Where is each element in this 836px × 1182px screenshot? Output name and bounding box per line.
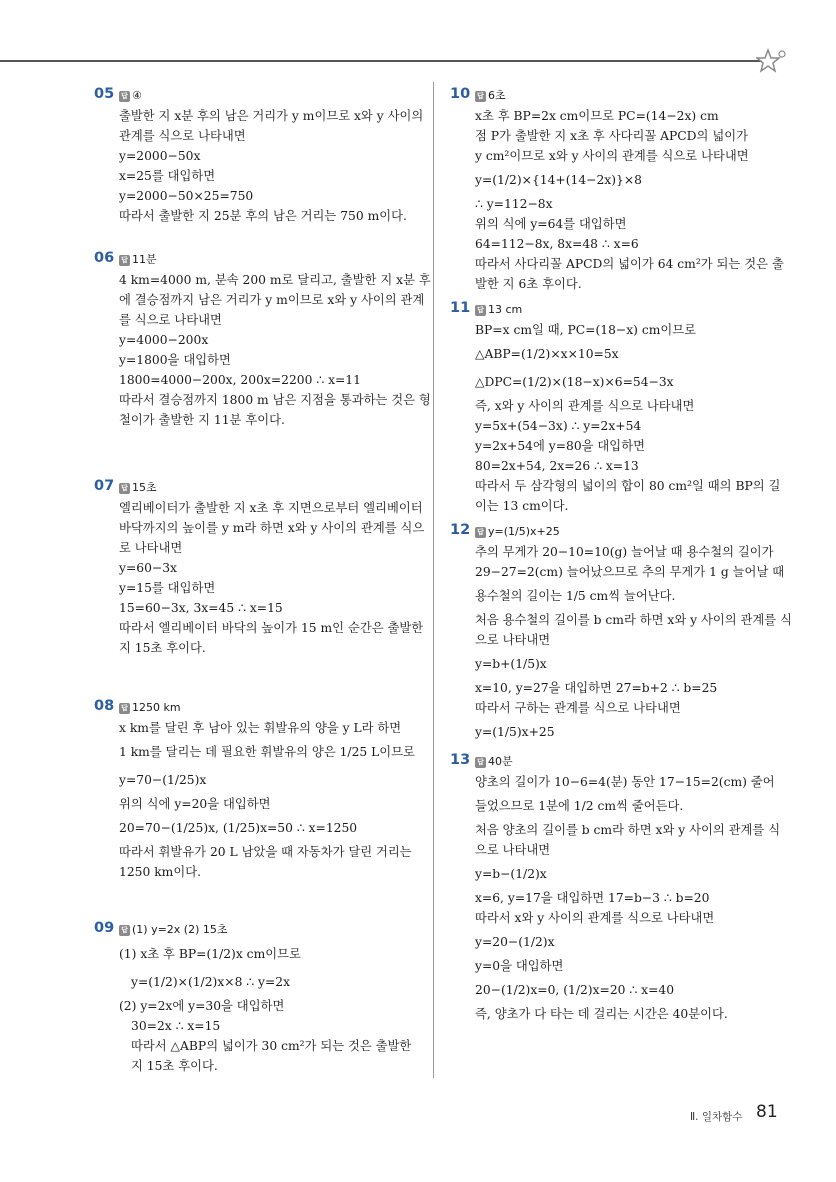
solution-line: y=b−(1/2)x <box>475 867 547 881</box>
page-number: 81 <box>756 1102 778 1122</box>
solution-line: 80=2x+54, 2x=26 ∴ x=13 <box>475 459 639 473</box>
solution-line: 지 15초 후이다. <box>119 641 206 655</box>
solution-line: x=6, y=17을 대입하면 17=b−3 ∴ b=20 <box>475 891 710 905</box>
solution-line: y cm²이므로 x와 y 사이의 관계를 식으로 나타내면 <box>475 149 749 163</box>
answer-badge: 답 <box>119 255 130 266</box>
solution <box>94 498 425 658</box>
answer-line <box>94 920 418 940</box>
answer-line <box>94 250 418 270</box>
problem-number: 06 <box>94 250 115 266</box>
solution-line: BP=x cm일 때, PC=(18−x) cm이므로 <box>475 323 697 337</box>
solution-line: y=0을 대입하면 <box>475 959 564 973</box>
top-rule <box>0 60 770 62</box>
answer-badge: 답 <box>475 757 486 768</box>
solution-line: 따라서 결승점까지 1800 m 남은 지점을 통과하는 것은 형 <box>119 393 431 407</box>
solution-line: 따라서 출발한 지 25분 후의 남은 거리는 750 m이다. <box>119 209 407 223</box>
answer-badge: 답 <box>475 305 486 316</box>
solution-line: 처음 용수철의 길이를 b cm라 하면 x와 y 사이의 관계를 식 <box>475 613 792 627</box>
solution-line: 처음 양초의 길이를 b cm라 하면 x와 y 사이의 관계를 식 <box>475 823 781 837</box>
solution-line: 들었으므로 1분에 1/2 cm씩 줄어든다. <box>475 799 684 813</box>
solution-line: 에 결승점까지 남은 거리가 y m이므로 x와 y 사이의 관계 <box>119 293 425 307</box>
solution <box>94 940 418 1076</box>
solution <box>450 772 781 1024</box>
solution-line: 를 식으로 나타내면 <box>119 313 222 327</box>
solution-line: y=2x+54에 y=80을 대입하면 <box>475 439 645 453</box>
solution-line: x=10, y=27을 대입하면 27=b+2 ∴ b=25 <box>475 681 718 695</box>
solution-line: 바닥까지의 높이를 y m라 하면 x와 y 사이의 관계를 식으 <box>119 521 425 535</box>
problem-number: 13 <box>450 752 471 768</box>
solution-line: 발한 지 6초 후이다. <box>475 277 582 291</box>
solution-line: y=(1/5)x+25 <box>475 725 555 739</box>
answer: 6초 <box>488 89 506 102</box>
problem-number: 08 <box>94 698 115 714</box>
solution-line: 15=60−3x, 3x=45 ∴ x=15 <box>119 601 283 615</box>
answer-line <box>94 86 418 106</box>
solution-line: (1) x초 후 BP=(1/2)x cm이므로 <box>119 947 301 961</box>
solution-line: y=5x+(54−3x) ∴ y=2x+54 <box>475 419 642 433</box>
solution-line: y=60−3x <box>119 561 177 575</box>
solution-line: 로 나타내면 <box>119 541 183 555</box>
solution-line: 따라서 두 삼각형의 넓이의 합이 80 cm²일 때의 BP의 길 <box>475 479 781 493</box>
solution-line: 지 15초 후이다. <box>131 1059 218 1073</box>
solution <box>94 106 424 226</box>
problem-number: 05 <box>94 86 115 102</box>
answer-line <box>450 522 778 542</box>
answer-badge: 답 <box>475 527 486 538</box>
solution-line: 따라서 x와 y 사이의 관계를 식으로 나타내면 <box>475 911 715 925</box>
solution-line: △DPC=(1/2)×(18−x)×6=54−3x <box>475 375 674 389</box>
answer: 11분 <box>132 253 157 266</box>
solution-line: 양초의 길이가 10−6=4(분) 동안 17−15=2(cm) 줄어 <box>475 775 775 789</box>
answer: y=(1/5)x+25 <box>488 525 560 538</box>
answer: ④ <box>132 89 142 102</box>
solution-line: 64=112−8x, 8x=48 ∴ x=6 <box>475 237 639 251</box>
solution-line: 관계를 식으로 나타내면 <box>119 129 246 143</box>
chapter-label: Ⅱ. 일차함수 <box>690 1111 743 1123</box>
left-column <box>94 86 431 1076</box>
solution-line: 추의 무게가 20−10=10(g) 늘어날 때 용수철의 길이가 <box>475 545 774 559</box>
solution-line: y=2000−50x <box>119 149 201 163</box>
solution-line: 으로 나타내면 <box>475 633 551 647</box>
solution-line: x=25를 대입하면 <box>119 169 216 183</box>
problem-09 <box>94 920 418 1076</box>
answer-line <box>94 478 418 498</box>
problem-11 <box>450 300 781 516</box>
solution <box>450 320 781 516</box>
answer-badge: 답 <box>475 91 486 102</box>
answer-badge: 답 <box>119 703 130 714</box>
solution-line: 1800=4000−200x, 200x=2200 ∴ x=11 <box>119 373 361 387</box>
solution-line: 29−27=2(cm) 늘어났으므로 추의 무게가 1 g 늘어날 때 <box>475 565 785 579</box>
problem-05 <box>94 86 424 226</box>
answer-badge: 답 <box>119 483 130 494</box>
solution-line: y=(1/2)×(1/2)x×8 ∴ y=2x <box>131 975 291 989</box>
solution-line: 따라서 구하는 관계를 식으로 나타내면 <box>475 701 681 715</box>
solution-line: 위의 식에 y=20을 대입하면 <box>119 797 271 811</box>
solution-line: y=4000−200x <box>119 333 209 347</box>
solution-line: y=70−(1/25)x <box>119 773 207 787</box>
problem-number: 07 <box>94 478 115 494</box>
solution-line: 1250 km이다. <box>119 865 201 879</box>
solution <box>94 270 431 430</box>
solution-line: y=b+(1/5)x <box>475 657 547 671</box>
answer: 40분 <box>488 755 513 768</box>
answer: 15초 <box>132 481 157 494</box>
solution-line: y=(1/2)×{14+(14−2x)}×8 <box>475 173 642 187</box>
solution-line: 출발한 지 x분 후의 남은 거리가 y m이므로 x와 y 사이의 <box>119 109 424 123</box>
column-divider <box>433 82 434 1078</box>
problem-number: 12 <box>450 522 471 538</box>
problem-number: 09 <box>94 920 115 936</box>
solution-line: ∴ y=112−8x <box>475 197 553 211</box>
problem-08 <box>94 698 418 882</box>
solution-line: x초 후 BP=2x cm이므로 PC=(14−2x) cm <box>475 109 719 123</box>
answer-badge: 답 <box>119 91 130 102</box>
problem-number: 10 <box>450 86 471 102</box>
solution-line: x km를 달린 후 남아 있는 휘발유의 양을 y L라 하면 <box>119 721 402 735</box>
solution-line: 이는 13 cm이다. <box>475 499 569 513</box>
solution-line: 즉, 양초가 다 타는 데 걸리는 시간은 40분이다. <box>475 1007 728 1021</box>
solution-line: y=20−(1/2)x <box>475 935 555 949</box>
solution-line: 엘리베이터가 출발한 지 x초 후 지면으로부터 엘리베이터 <box>119 501 423 515</box>
answer-line <box>94 698 418 718</box>
solution <box>94 718 418 882</box>
answer: 13 cm <box>488 303 523 316</box>
solution-line: 30=2x ∴ x=15 <box>131 1019 221 1033</box>
problem-13 <box>450 752 781 1024</box>
solution-line: 철이가 출발한 지 11분 후이다. <box>119 413 285 427</box>
answer-line <box>450 752 778 772</box>
solution-line: 따라서 △ABP의 넓이가 30 cm²가 되는 것은 출발한 <box>131 1039 412 1053</box>
answer: (1) y=2x (2) 15초 <box>132 923 228 936</box>
solution-line: 따라서 사다리꼴 APCD의 넓이가 64 cm²가 되는 것은 출 <box>475 257 784 271</box>
solution-line: y=2000−50×25=750 <box>119 189 254 203</box>
solution-line: 20−(1/2)x=0, (1/2)x=20 ∴ x=40 <box>475 983 675 997</box>
solution-line: 위의 식에 y=64를 대입하면 <box>475 217 627 231</box>
solution-line: 점 P가 출발한 지 x초 후 사다리꼴 APCD의 넓이가 <box>475 129 748 143</box>
star-icon <box>756 46 788 78</box>
solution-line: 으로 나타내면 <box>475 843 551 857</box>
solution-line: (2) y=2x에 y=30을 대입하면 <box>119 999 285 1013</box>
right-column <box>450 86 792 1024</box>
problem-06 <box>94 250 431 430</box>
answer-badge: 답 <box>119 925 130 936</box>
problem-12 <box>450 522 792 746</box>
solution-line: y=1800을 대입하면 <box>119 353 231 367</box>
solution-line: 20=70−(1/25)x, (1/25)x=50 ∴ x=1250 <box>119 821 358 835</box>
solution-line: y=15를 대입하면 <box>119 581 216 595</box>
answer-line <box>450 86 778 106</box>
solution <box>450 542 792 746</box>
answer-line <box>450 300 778 320</box>
solution-line: 즉, x와 y 사이의 관계를 식으로 나타내면 <box>475 399 695 413</box>
solution-line: 4 km=4000 m, 분속 200 m로 달리고, 출발한 지 x분 후 <box>119 273 431 287</box>
problem-07 <box>94 478 425 658</box>
solution-line: 따라서 휘발유가 20 L 남았을 때 자동차가 달린 거리는 <box>119 845 412 859</box>
solution-line: 1 km를 달리는 데 필요한 휘발유의 양은 1/25 L이므로 <box>119 745 415 759</box>
answer: 1250 km <box>132 701 181 714</box>
solution-line: △ABP=(1/2)×x×10=5x <box>475 347 619 361</box>
problem-10 <box>450 86 784 294</box>
problem-number: 11 <box>450 300 471 316</box>
solution-line: 따라서 엘리베이터 바닥의 높이가 15 m인 순간은 출발한 <box>119 621 424 635</box>
solution-line: 용수철의 길이는 1/5 cm씩 늘어난다. <box>475 589 676 603</box>
solution <box>450 106 784 294</box>
